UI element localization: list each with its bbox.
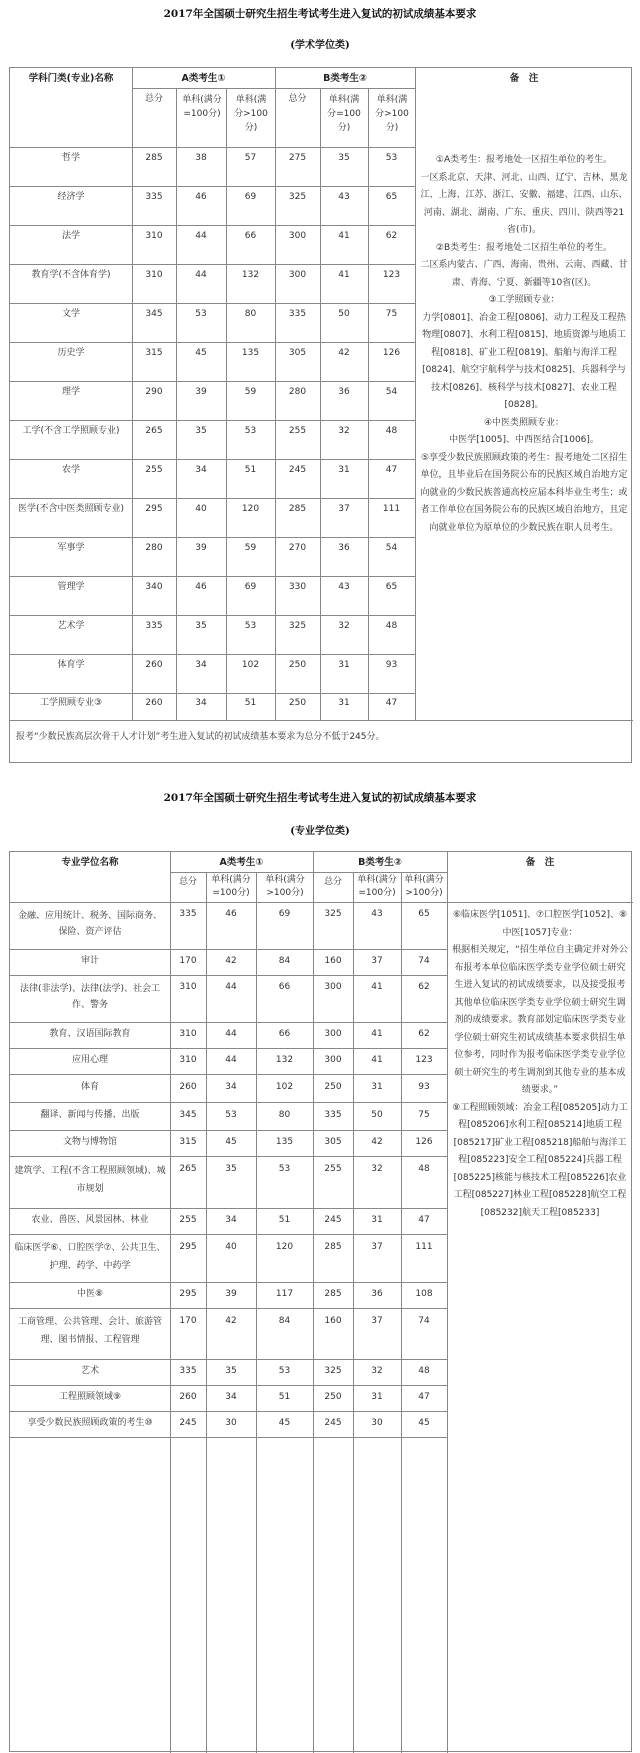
table-row: 军事学 280 39 59 270 36 54 xyxy=(10,537,415,576)
row-name: 体育 xyxy=(80,1082,99,1092)
table-row: 建筑学、工程(不含工程照顾领域)、城市规划 265 35 53 255 32 48 xyxy=(10,1156,447,1208)
col-header-group-b: B类考生② xyxy=(323,73,367,84)
table-row: 临床医学⑥、口腔医学⑦、公共卫生、护理、药学、中药学 295 40 120 285 37 111 xyxy=(10,1234,447,1282)
table-row: 工学照顾专业③ 260 34 51 250 31 47 xyxy=(10,693,415,720)
col-header-remark: 备 注 xyxy=(525,857,555,868)
table-row: 法律(非法学)、法律(法学)、社会工作、警务 310 44 66 300 41 62 xyxy=(10,975,447,1022)
row-name: 体育学 xyxy=(57,660,85,670)
col-header-name: 学科门类(专业)名称 xyxy=(28,73,114,84)
col-header-single-gt100-a: 单科(满分>100分) xyxy=(265,875,305,898)
col-header-single100-b: 单科(满分=100分) xyxy=(357,875,397,898)
row-name: 农业、兽医、风景园林、林业 xyxy=(31,1215,149,1225)
row-name: 工学(不含工学照顾专业) xyxy=(22,426,120,436)
col-header-remark: 备 注 xyxy=(509,73,539,84)
row-name: 工程照顾领域⑨ xyxy=(58,1392,122,1402)
col-header-single100-a: 单科(满分=100分) xyxy=(211,875,251,898)
row-name: 经济学 xyxy=(57,192,85,202)
table-row: 翻译、新闻与传播、出版 345 53 80 335 50 75 xyxy=(10,1102,447,1130)
col-header-single-gt100-b: 单科(满分>100分) xyxy=(404,875,444,898)
table-row: 金融、应用统计、税务、国际商务、保险、资产评估 335 46 69 325 43 65 xyxy=(10,902,447,949)
col-header-group-a: A类考生① xyxy=(181,73,226,84)
table-row: 体育学 260 34 102 250 31 93 xyxy=(10,654,415,693)
table2 xyxy=(9,851,632,1752)
table-row: 医学(不含中医类照顾专业) 295 40 120 285 37 111 xyxy=(10,498,415,537)
table-row: 理学 290 39 59 280 36 54 xyxy=(10,381,415,420)
col-header-total-b: 总分 xyxy=(323,877,342,887)
table1-subtitle: (学术学位类) xyxy=(290,40,350,51)
table1-remarks: ①A类考生：报考地处一区招生单位的考生。 一区系北京、天津、河北、山西、辽宁、吉林、黑龙江、上海、江苏、浙江、安徽、福建、江西、山东、河南、湖北、湖南、广东、重庆、四川、陕西等21省(市)。 ②B类考生：报考地处二区招生单位的考生。 二区系内蒙古、广西、海南、贵州、云南、西藏、甘肃、青海、宁夏、新疆等10省(区)。 ③工学照顾专业： 力学[0801]、冶金工程[0806]、动力工程及工程热物理[0807]、水利工程[0815]、地质资源与地质工程[0818]、矿业工程[0819]、船舶与海洋工程[0824]、航空宇航科学与技术[0825]、兵器科学与技术[0826]、核科学与技术[0827]、农业工程[0828]。 ④中医类照顾专业： 中医学[1005]、中西医结合[1006]。 ⑤享受少数民族照顾政策的考生：报考地处二区招生单位，且毕业后在国务院公布的民族区域自治地方定向就业的少数民族普通高校应届本科毕业生考生；或者工作单位在国务院公布的民族区域自治地方，且定向就业单位为原单位的少数民族在职人员考生。 xyxy=(420,155,628,533)
col-header-single100-b: 单科(满分=100分) xyxy=(327,95,361,133)
table1 xyxy=(9,67,632,763)
row-name: 教育学(不含体育学) xyxy=(31,270,111,280)
table-row: 农业、兽医、风景园林、林业 255 34 51 245 31 47 xyxy=(10,1208,447,1234)
table-row: 文物与博物馆 315 45 135 305 42 126 xyxy=(10,1130,447,1156)
table-row: 经济学 335 46 69 325 43 65 xyxy=(10,186,415,225)
row-name: 历史学 xyxy=(57,348,85,358)
row-name: 应用心理 xyxy=(71,1055,108,1065)
table-row: 法学 310 44 66 300 41 62 xyxy=(10,225,415,264)
table-row: 应用心理 310 44 132 300 41 123 xyxy=(10,1048,447,1074)
row-name: 法学 xyxy=(61,231,80,241)
col-header-name: 专业学位名称 xyxy=(61,857,119,868)
table-row: 工程照顾领域⑨ 260 34 51 250 31 47 xyxy=(10,1385,447,1411)
table-row: 历史学 315 45 135 305 42 126 xyxy=(10,342,415,381)
row-name: 教育、汉语国际教育 xyxy=(49,1029,131,1039)
table-row: 享受少数民族照顾政策的考生⑩ 245 30 45 245 30 45 xyxy=(10,1411,447,1437)
table-row: 教育学(不含体育学) 310 44 132 300 41 123 xyxy=(10,264,415,303)
row-name: 金融、应用统计、税务、国际商务、保险、资产评估 xyxy=(17,911,162,937)
col-header-group-a: A类考生① xyxy=(219,857,264,868)
table-row: 管理学 340 46 69 330 43 65 xyxy=(10,576,415,615)
row-name: 法律(非法学)、法律(法学)、社会工作、警务 xyxy=(19,984,161,1010)
table-row: 审计 170 42 84 160 37 74 xyxy=(10,949,447,975)
table-row: 艺术 335 35 53 325 32 48 xyxy=(10,1359,447,1385)
col-header-single100-a: 单科(满分=100分) xyxy=(182,95,222,119)
table-row: 农学 255 34 51 245 31 47 xyxy=(10,459,415,498)
table2-title: 2017年全国硕士研究生招生考试考生进入复试的初试成绩基本要求 xyxy=(163,792,477,804)
table2-subtitle: (专业学位类) xyxy=(290,826,350,837)
table-row: 艺术学 335 35 53 325 32 48 xyxy=(10,615,415,654)
table-row: 体育 260 34 102 250 31 93 xyxy=(10,1074,447,1102)
row-name: 军事学 xyxy=(57,543,85,553)
row-name: 哲学 xyxy=(61,153,80,163)
table-row: 文学 345 53 80 335 50 75 xyxy=(10,303,415,342)
row-name: 艺术 xyxy=(80,1366,99,1376)
row-name: 中医⑧ xyxy=(76,1289,104,1299)
row-name: 工商管理、公共管理、会计、旅游管理、图书情报、工程管理 xyxy=(17,1317,162,1345)
col-header-total-a: 总分 xyxy=(144,94,163,104)
row-name: 临床医学⑥、口腔医学⑦、公共卫生、护理、药学、中药学 xyxy=(14,1243,166,1271)
col-header-total-b: 总分 xyxy=(288,94,307,104)
col-header-single-gt100-a: 单科(满分>100分) xyxy=(234,95,268,133)
table-row: 哲学 285 38 57 275 35 53 xyxy=(10,147,415,186)
col-header-group-b: B类考生② xyxy=(358,857,402,868)
table-row: 教育、汉语国际教育 310 44 66 300 41 62 xyxy=(10,1022,447,1048)
row-name: 管理学 xyxy=(57,582,85,592)
table-row: 中医⑧ 295 39 117 285 36 108 xyxy=(10,1282,447,1308)
row-name: 理学 xyxy=(61,387,80,397)
table1-title: 2017年全国硕士研究生招生考试考生进入复试的初试成绩基本要求 xyxy=(163,8,477,20)
row-name: 文学 xyxy=(61,309,80,319)
table-row: 工商管理、公共管理、会计、旅游管理、图书情报、工程管理 170 42 84 160 37 74 xyxy=(10,1308,447,1359)
row-name: 文物与博物馆 xyxy=(62,1137,117,1147)
table2-remarks: ⑥临床医学[1051]、⑦口腔医学[1052]、⑧中医[1057]专业： 根据相关规定，“招生单位自主确定并对外公布报考本单位临床医学类专业学位硕士研究生进入复试的初试成绩要求，以及接受报考其他单位临床医学类专业学位硕士研究生调剂的成绩要求。教育部划定临床医学类专业学位硕士研究生初试成绩基本要求供招生单位参考，同时作为报考临床医学类专业学位硕士研究生的考生调剂到其他专业的基本成绩要求。” ⑨工程照顾领域：冶金工程[085205]动力工程[085206]水利工程[085214]地质工程[085217]矿业工程[085218]船舶与海洋工程[085223]安全工程[085224]兵器工程[085225]核能与核技术工程[085226]农业工程[085227]林业工程[085228]航空工程[085232]航天工程[085233] xyxy=(452,910,628,1218)
row-name: 医学(不含中医类照顾专业) xyxy=(17,504,125,514)
col-header-total-a: 总分 xyxy=(178,877,197,887)
row-name: 工学照顾专业③ xyxy=(39,698,103,708)
table1-footnote: 报考“少数民族高层次骨干人才计划”考生进入复试的初试成绩基本要求为总分不低于245分。 xyxy=(16,732,385,742)
row-name: 享受少数民族照顾政策的考生⑩ xyxy=(27,1418,153,1428)
row-name: 农学 xyxy=(61,465,80,475)
table-row: 工学(不含工学照顾专业) 265 35 53 255 32 48 xyxy=(10,420,415,459)
row-name: 翻译、新闻与传播、出版 xyxy=(40,1110,140,1120)
row-name: 审计 xyxy=(80,956,99,966)
col-header-single-gt100-b: 单科(满分>100分) xyxy=(375,95,409,133)
row-name: 建筑学、工程(不含工程照顾领域)、城市规划 xyxy=(14,1166,166,1194)
row-name: 艺术学 xyxy=(57,621,85,631)
